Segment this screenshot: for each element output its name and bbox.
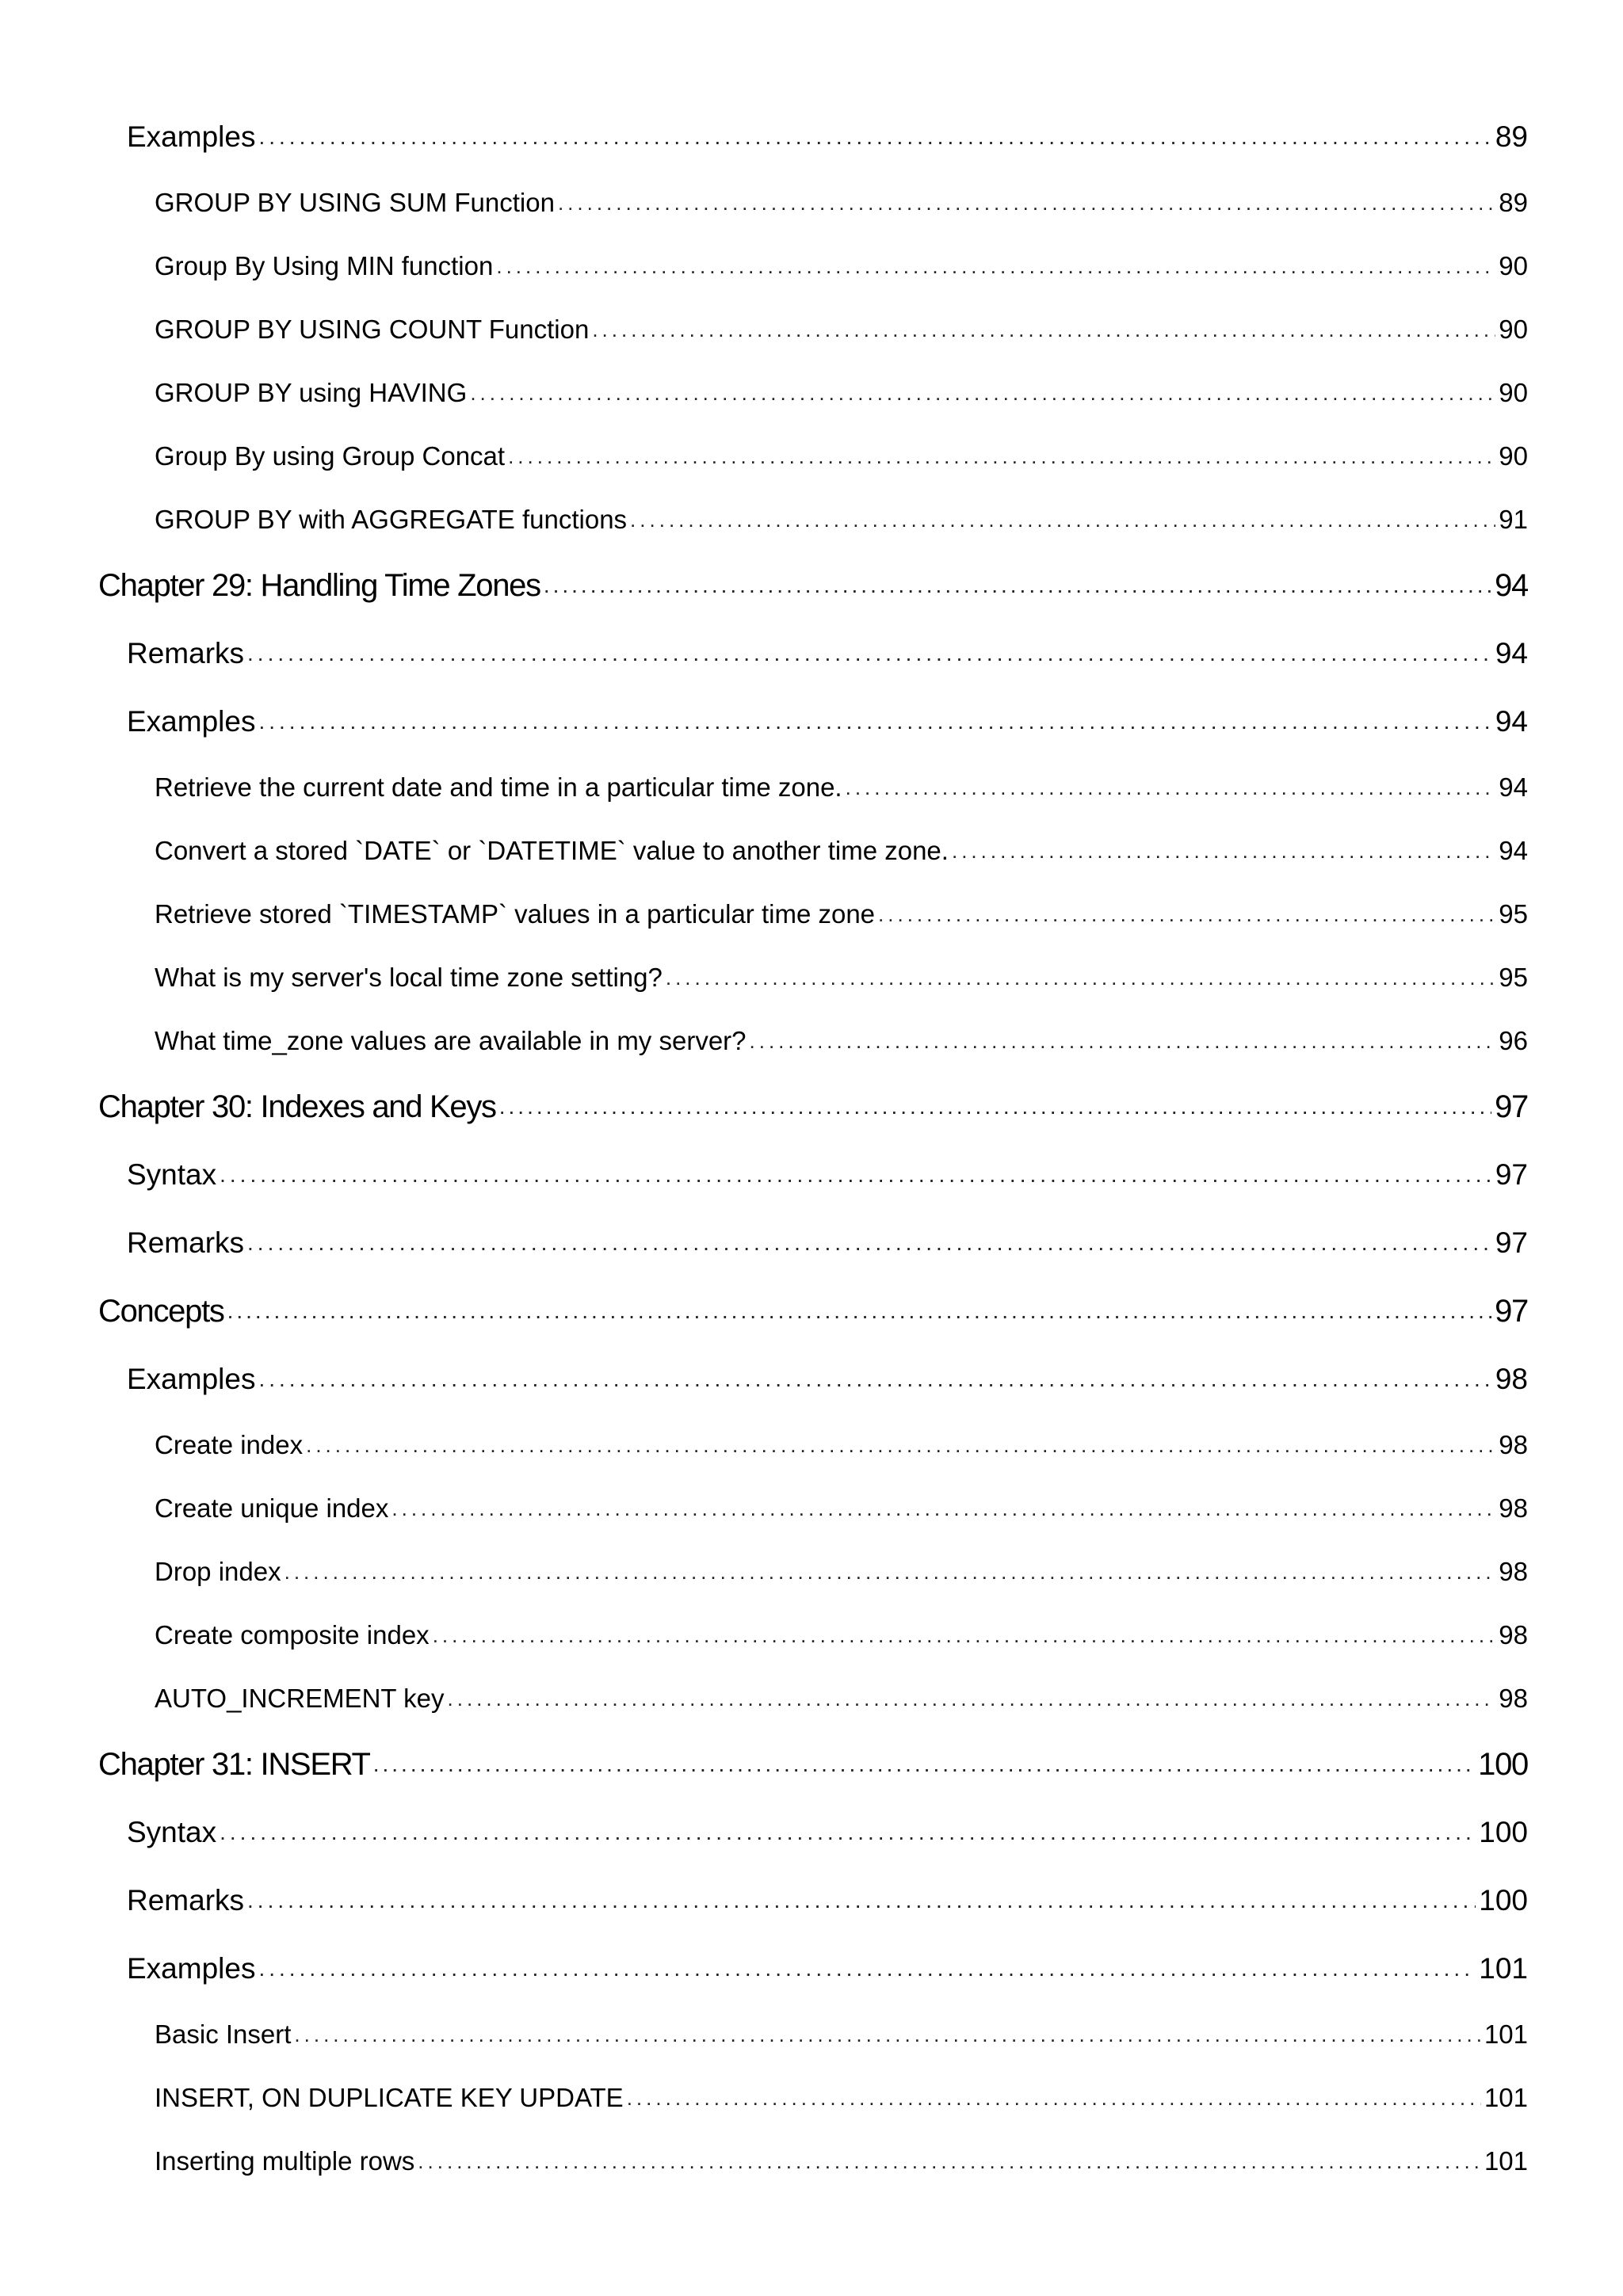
toc-entry-title: Syntax xyxy=(127,1816,217,1848)
toc-entry[interactable] xyxy=(98,883,1528,946)
dot-leader xyxy=(306,1433,1495,1458)
toc-entry-title: Drop index xyxy=(155,1557,281,1586)
toc-entry[interactable] xyxy=(98,946,1528,1009)
toc-entry-title: GROUP BY with AGGREGATE functions xyxy=(155,505,628,534)
toc-entry-page: 89 xyxy=(1499,188,1528,217)
dot-leader xyxy=(373,1752,1475,1777)
dot-leader xyxy=(592,318,1495,342)
toc-chapter-title: Chapter 29: Handling Time Zones xyxy=(98,567,540,603)
dot-leader xyxy=(258,709,1491,734)
toc-chapter-entry[interactable] xyxy=(98,551,1528,620)
toc-entry[interactable] xyxy=(98,235,1528,298)
toc-entry-title: What is my server's local time zone setting? xyxy=(155,963,663,992)
toc-entry-page: 98 xyxy=(1499,1493,1528,1523)
toc-entry-page: 95 xyxy=(1499,963,1528,992)
toc-chapter-title: Chapter 30: Indexes and Keys xyxy=(98,1089,496,1124)
toc-entry-page: 94 xyxy=(1495,637,1528,669)
toc-entry-page: 101 xyxy=(1484,2146,1528,2176)
toc-entry-page: 100 xyxy=(1479,1816,1528,1848)
toc-entry-title: Remarks xyxy=(127,1884,245,1917)
toc-entry-page: 90 xyxy=(1499,251,1528,280)
toc-entry-page: 94 xyxy=(1499,772,1528,802)
toc-entry[interactable] xyxy=(98,756,1528,819)
toc-entry[interactable] xyxy=(98,103,1528,171)
toc-entry-page: 101 xyxy=(1484,2083,1528,2112)
dot-leader xyxy=(247,641,1492,666)
toc-entry-page: 90 xyxy=(1499,378,1528,407)
dot-leader xyxy=(258,1367,1491,1392)
toc-entry[interactable] xyxy=(98,488,1528,551)
toc-entry-page: 97 xyxy=(1495,1293,1528,1329)
toc-entry-page: 90 xyxy=(1499,315,1528,344)
toc-entry-title: GROUP BY USING COUNT Function xyxy=(155,315,590,344)
toc-entry[interactable] xyxy=(98,1209,1528,1277)
toc-entry-page: 89 xyxy=(1495,120,1528,153)
dot-leader xyxy=(558,191,1495,215)
dot-leader xyxy=(878,902,1495,927)
toc-entry[interactable] xyxy=(98,171,1528,235)
toc-entry-page: 95 xyxy=(1499,899,1528,929)
toc-chapter-entry[interactable] xyxy=(98,1730,1528,1798)
dot-leader xyxy=(220,1162,1492,1188)
toc-entry-title: GROUP BY using HAVING xyxy=(155,378,468,407)
dot-leader xyxy=(247,1230,1492,1256)
toc-entry-page: 98 xyxy=(1495,1363,1528,1395)
toc-entry-title: Create index xyxy=(155,1430,304,1459)
toc-entry-title: Group By using Group Concat xyxy=(155,441,506,471)
toc-entry[interactable] xyxy=(98,1667,1528,1730)
toc-entry-title: Retrieve stored `TIMESTAMP` values in a particular time zone xyxy=(155,899,876,929)
dot-leader xyxy=(285,1560,1496,1585)
dot-leader xyxy=(247,1888,1476,1913)
toc-entry-page: 94 xyxy=(1495,705,1528,738)
toc-entry[interactable] xyxy=(98,688,1528,756)
toc-entry-title: Group By Using MIN function xyxy=(155,251,494,280)
dot-leader xyxy=(750,1029,1496,1054)
toc-entry-title: Syntax xyxy=(127,1158,217,1191)
toc-entry-title: What time_zone values are available in my server? xyxy=(155,1026,747,1055)
toc-entry[interactable] xyxy=(98,298,1528,361)
toc-entry[interactable] xyxy=(98,1935,1528,2003)
toc-entry-title: INSERT, ON DUPLICATE KEY UPDATE xyxy=(155,2083,624,2112)
table-of-contents xyxy=(98,103,1528,2193)
toc-entry[interactable] xyxy=(98,361,1528,425)
toc-entry-title: Remarks xyxy=(127,637,245,669)
dot-leader xyxy=(630,508,1495,532)
toc-chapter-entry[interactable] xyxy=(98,1277,1528,1345)
dot-leader xyxy=(448,1687,1496,1711)
toc-entry[interactable] xyxy=(98,1141,1528,1209)
toc-entry-page: 98 xyxy=(1499,1557,1528,1586)
dot-leader xyxy=(227,1299,1492,1324)
toc-entry[interactable] xyxy=(98,2003,1528,2066)
dot-leader xyxy=(499,1094,1491,1119)
dot-leader xyxy=(294,2023,1481,2047)
toc-entry-page: 98 xyxy=(1499,1684,1528,1713)
dot-leader xyxy=(433,1623,1496,1648)
dot-leader xyxy=(258,124,1491,150)
toc-chapter-title: Concepts xyxy=(98,1293,224,1329)
toc-entry-title: Retrieve the current date and time in a particular time zone. xyxy=(155,772,842,802)
toc-entry-title: Examples xyxy=(127,120,256,153)
toc-entry-title: Convert a stored `DATE` or `DATETIME` value to another time zone. xyxy=(155,836,949,865)
toc-entry[interactable] xyxy=(98,620,1528,688)
dot-leader xyxy=(544,573,1491,598)
toc-entry-page: 97 xyxy=(1495,1089,1528,1124)
toc-entry-page: 96 xyxy=(1499,1026,1528,1055)
toc-chapter-title: Chapter 31: INSERT xyxy=(98,1746,370,1782)
toc-entry-title: Examples xyxy=(127,705,256,738)
dot-leader xyxy=(470,381,1495,406)
toc-entry[interactable] xyxy=(98,1540,1528,1604)
toc-entry[interactable] xyxy=(98,1345,1528,1413)
toc-entry-title: Create unique index xyxy=(155,1493,389,1523)
toc-entry-page: 91 xyxy=(1499,505,1528,534)
dot-leader xyxy=(627,2086,1481,2111)
toc-entry[interactable] xyxy=(98,1413,1528,1477)
toc-entry-title: AUTO_INCREMENT key xyxy=(155,1684,445,1713)
dot-leader xyxy=(258,1956,1476,1981)
toc-entry-title: Create composite index xyxy=(155,1620,430,1650)
toc-entry-title: Examples xyxy=(127,1952,256,1985)
dot-leader xyxy=(220,1820,1476,1845)
dot-leader xyxy=(418,2149,1481,2174)
toc-entry[interactable] xyxy=(98,1477,1528,1540)
toc-entry[interactable] xyxy=(98,1867,1528,1935)
toc-entry[interactable] xyxy=(98,1009,1528,1073)
toc-entry[interactable] xyxy=(98,425,1528,488)
toc-entry[interactable] xyxy=(98,2130,1528,2193)
toc-entry-page: 97 xyxy=(1495,1158,1528,1191)
toc-entry-page: 94 xyxy=(1499,836,1528,865)
dot-leader xyxy=(508,444,1495,469)
dot-leader xyxy=(952,839,1495,864)
toc-entry[interactable] xyxy=(98,1798,1528,1867)
dot-leader xyxy=(391,1497,1495,1521)
toc-entry-page: 101 xyxy=(1484,2019,1528,2049)
toc-entry-page: 98 xyxy=(1499,1430,1528,1459)
toc-entry-title: Remarks xyxy=(127,1226,245,1259)
toc-entry-title: Inserting multiple rows xyxy=(155,2146,415,2176)
toc-entry-page: 100 xyxy=(1479,1884,1528,1917)
toc-entry-page: 90 xyxy=(1499,441,1528,471)
toc-entry[interactable] xyxy=(98,819,1528,883)
toc-entry-title: GROUP BY USING SUM Function xyxy=(155,188,555,217)
toc-chapter-entry[interactable] xyxy=(98,1073,1528,1141)
toc-entry[interactable] xyxy=(98,2066,1528,2130)
toc-entry-page: 100 xyxy=(1478,1746,1528,1782)
toc-entry-page: 97 xyxy=(1495,1226,1528,1259)
toc-entry-page: 98 xyxy=(1499,1620,1528,1650)
dot-leader xyxy=(666,966,1495,990)
dot-leader xyxy=(846,776,1496,800)
toc-entry[interactable] xyxy=(98,1604,1528,1667)
toc-entry-title: Examples xyxy=(127,1363,256,1395)
toc-entry-page: 101 xyxy=(1479,1952,1528,1985)
toc-entry-title: Basic Insert xyxy=(155,2019,292,2049)
dot-leader xyxy=(496,254,1495,279)
toc-entry-page: 94 xyxy=(1495,567,1528,603)
